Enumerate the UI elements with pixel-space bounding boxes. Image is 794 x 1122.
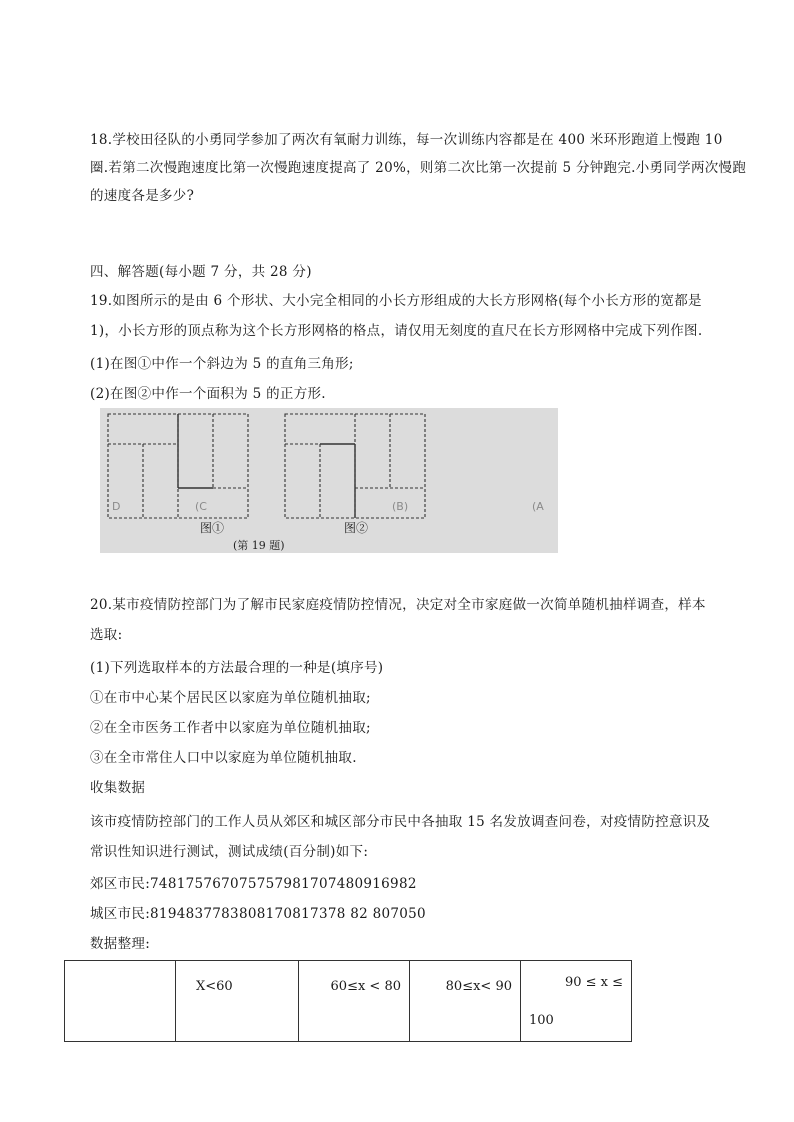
table-cell-60-80: 60≤x < 80 — [299, 961, 410, 1042]
section-4-heading: 四、解答题(每小题 7 分，共 28 分) — [90, 264, 312, 280]
q20-line-2: 选取: — [90, 627, 123, 643]
table-cell-80-90: 80≤x< 90 — [410, 961, 521, 1042]
q20-line-1: 20.某市疫情防控部门为了解市民家庭疫情防控情况，决定对全市家庭做一次简单随机抽样调查，样本 — [90, 597, 706, 613]
fig-1-label: 图① — [200, 521, 225, 535]
collect-line-1: 该市疫情防控部门的工作人员从郊区和城区部分市民中各抽取 15 名发放调查问卷，对疫情防控意识及 — [90, 814, 711, 830]
figure-19-grid — [100, 408, 558, 553]
range-100-label: 100 — [529, 1013, 554, 1028]
organize-heading: 数据整理: — [90, 936, 151, 952]
q19-part-2: (2)在图②中作一个面积为 5 的正方形. — [90, 386, 326, 402]
table-cell-blank — [65, 961, 176, 1042]
q19-line-2: 1)，小长方形的顶点称为这个长方形网格的格点，请仅用无刻度的直尺在长方形网格中完成下列作图. — [90, 323, 703, 339]
fig-mark-b: (B) — [392, 500, 409, 513]
q19-part-1: (1)在图①中作一个斜边为 5 的直角三角形; — [90, 356, 354, 372]
fig-2-label: 图② — [344, 521, 369, 535]
fig-caption: (第 19 题) — [233, 539, 285, 552]
suburb-scores: 郊区市民:748175767075757981707480916982 — [90, 876, 417, 892]
q20-option-2: ②在全市医务工作者中以家庭为单位随机抽取; — [90, 720, 371, 736]
range-90-label: 90 ≤ x ≤ — [564, 975, 623, 990]
table-cell-lt60: X<60 — [176, 961, 299, 1042]
q18-line-1: 18.学校田径队的小勇同学参加了两次有氧耐力训练，每一次训练内容都是在 400 米环形跑道上慢跑 10 — [90, 132, 723, 148]
q19-line-1: 19.如图所示的是由 6 个形状、大小完全相同的小长方形组成的大长方形网格(每个小长方形的宽都是 — [90, 293, 702, 309]
table-cell-90-100 — [521, 961, 632, 1042]
collect-line-2: 常识性知识进行测试，测试成绩(百分制)如下: — [90, 844, 369, 860]
score-distribution-table — [64, 960, 632, 1042]
q20-option-3: ③在全市常住人口中以家庭为单位随机抽取. — [90, 750, 357, 766]
q18-line-3: 的速度各是多少? — [90, 188, 195, 204]
q20-sub-1: (1)下列选取样本的方法最合理的一种是(填序号) — [90, 660, 384, 676]
figure-19 — [100, 408, 558, 553]
urban-scores: 城区市民:8194837783808170817378 82 807050 — [90, 906, 426, 922]
grid-1 — [108, 414, 248, 518]
table-row — [65, 961, 632, 1042]
q20-option-1: ①在市中心某个居民区以家庭为单位随机抽取; — [90, 690, 371, 706]
fig-mark-d: D — [112, 500, 121, 513]
fig-mark-c: (C — [195, 500, 207, 513]
fig-mark-a: (A — [532, 500, 544, 513]
q18-line-2: 圈.若第二次慢跑速度比第一次慢跑速度提高了 20%，则第二次比第一次提前 5 分钟跑完.小勇同学两次慢跑 — [90, 160, 747, 176]
collect-heading: 收集数据 — [90, 780, 146, 796]
